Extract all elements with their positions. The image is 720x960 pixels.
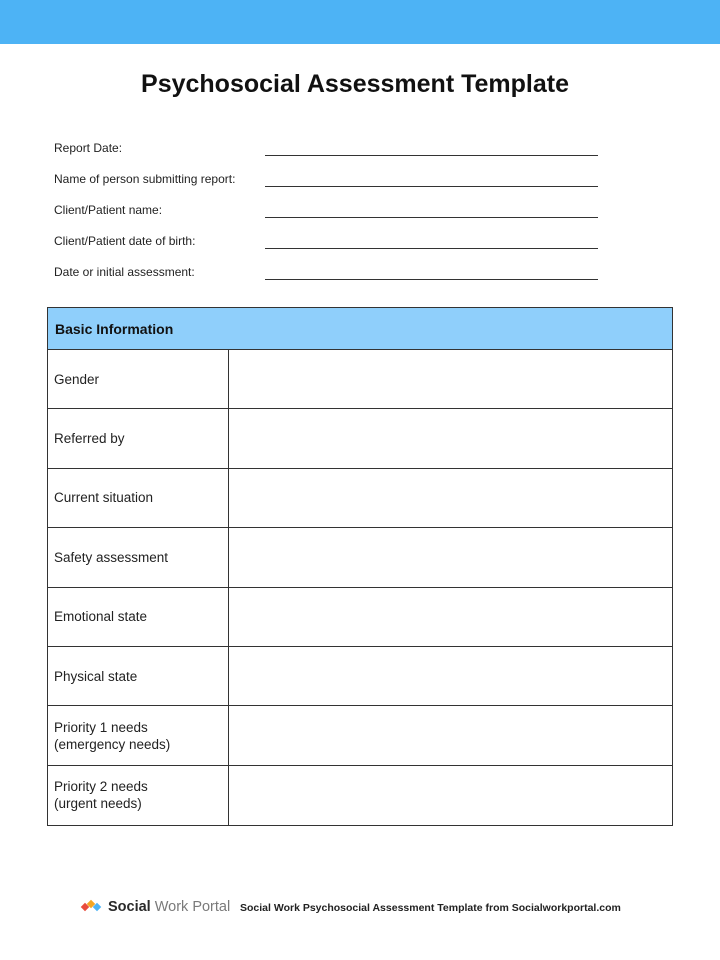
client-dob-field[interactable] (265, 229, 598, 249)
referred-by-field[interactable] (229, 409, 672, 467)
client-name-underline (265, 217, 598, 218)
table-row (48, 766, 672, 825)
table-row (48, 706, 672, 765)
logo-text-strong: Social (108, 899, 151, 915)
row-label-text: Priority 1 needs (54, 719, 148, 735)
basic-information-header: Basic Information (48, 308, 672, 350)
initial-assessment-date-field[interactable] (265, 260, 598, 280)
current-situation-field[interactable] (229, 469, 672, 527)
report-date-label: Report Date: (54, 141, 123, 155)
physical-state-field[interactable] (229, 647, 672, 705)
footer-caption: Social Work Psychosocial Assessment Template from Socialworkportal.com (240, 902, 621, 914)
row-label-text: Emotional state (54, 609, 148, 625)
safety-assessment-label (48, 528, 229, 586)
basic-information-table (47, 307, 673, 826)
current-situation-label (48, 469, 229, 527)
referred-by-label (48, 409, 229, 467)
table-row (48, 469, 672, 528)
priority-1-needs-label (48, 706, 229, 764)
row-label-subtext: (emergency needs) (54, 736, 171, 752)
table-row (48, 647, 672, 706)
submitter-name-label: Name of person submitting report: (54, 172, 236, 186)
client-dob-label: Client/Patient date of birth: (54, 234, 196, 248)
row-label-text: Current situation (54, 490, 154, 506)
table-row (48, 350, 672, 409)
row-label-text: Priority 2 needs (54, 779, 148, 795)
initial-assessment-date-label: Date or initial assessment: (54, 265, 195, 279)
gender-field[interactable] (229, 350, 672, 408)
table-row (48, 588, 672, 647)
social-work-portal-logo (82, 899, 230, 915)
emotional-state-label (48, 588, 229, 646)
safety-assessment-field[interactable] (229, 528, 672, 586)
row-label-text: Safety assessment (54, 549, 169, 565)
submitter-name-underline (265, 186, 598, 187)
page-title: Psychosocial Assessment Template (141, 70, 569, 98)
row-label-text: Gender (54, 371, 100, 387)
priority-2-needs-label (48, 766, 229, 825)
physical-state-label (48, 647, 229, 705)
initial-assessment-date-underline (265, 279, 598, 280)
submitter-name-field[interactable] (265, 167, 598, 187)
logo-text-light: Work Portal (154, 899, 231, 915)
top-color-band (0, 0, 720, 44)
emotional-state-field[interactable] (229, 588, 672, 646)
client-name-label: Client/Patient name: (54, 203, 163, 217)
logo-diamond-icon (93, 903, 101, 911)
gender-label (48, 350, 229, 408)
row-label-text: Physical state (54, 668, 138, 684)
report-date-field[interactable] (265, 136, 598, 156)
table-row (48, 528, 672, 587)
priority-2-needs-field[interactable] (229, 766, 672, 825)
table-row (48, 409, 672, 468)
row-label-text: Referred by (54, 431, 125, 447)
row-label-subtext: (urgent needs) (54, 796, 142, 812)
client-name-field[interactable] (265, 198, 598, 218)
client-dob-underline (265, 248, 598, 249)
priority-1-needs-field[interactable] (229, 706, 672, 764)
report-date-underline (265, 155, 598, 156)
logo-icon (82, 900, 104, 914)
